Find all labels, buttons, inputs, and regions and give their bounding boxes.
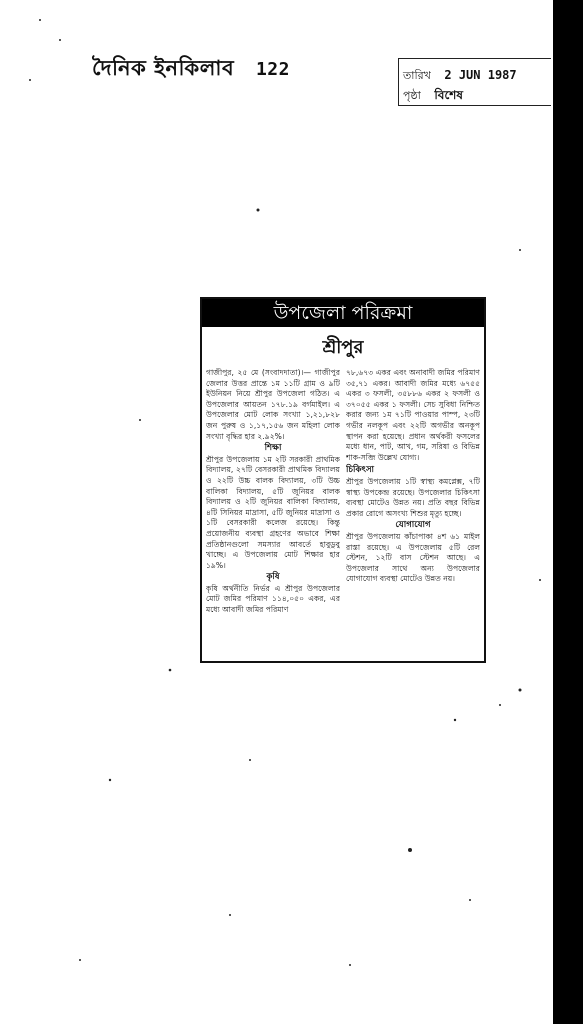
stamp-date-label: তারিখ xyxy=(403,69,431,82)
agriculture-continued-text: ৭৮,৬৭৩ একর এবং অনাবাদী জমির পরিমাণ ৩৫,৭১ একর। আবাদী জমির মধ্যে ৬৭৫৫ একর ৩ ফসলী, ৩৫৮৮৬ একর ২ ফসলী ও ৩৭০৫৫ একর ১ ফসলী। সেচ সুবিধা নিশ্চিত করার জন্য ১ম ৭১টি পাওয়ার পাম্প, ২৩টি গভীর নলকূপ এবং ২২টি অগভীর অনকূপ স্থাপন করা হয়েছে। প্রধান অর্থকরী ফসলের মধ্যে ধান, পাট, আখ, গম, সরিষা ও বিভিন্ন শাক-সব্জি উল্লেখ যোগ্য। xyxy=(346,368,480,462)
agriculture-text: কৃষি অর্থনীতি নির্ভর এ শ্রীপুর উপজেলার মোট জমির পরিমাণ ১১৪,০৫০ একর, এর মধ্যে আবাদী জমির পরিমাণ xyxy=(206,583,340,615)
subheading-education: শিক্ষা xyxy=(264,443,282,454)
subheading-transport: যোগাযোগ xyxy=(395,520,431,531)
education-text: শ্রীপুর উপজেলায় ১ম ২টি সরকারী প্রাথমিক বিদ্যালয়, ২৭টি বেসরকারী প্রাথমিক বিদ্যালয় ও ২২টি উচ্চ বালক বিদ্যালয়, ৩টি উচ্চ বালিকা বিদ্যালয়, ৫টি জুনিয়র বালক বিদ্যালয় ও ২টি জুনিয়র বালিকা বিদ্যালয়, ৪টি সিনিয়র মাদ্রাসা, ৫টি জুনিয়র মাদ্রাসা ও ১টি বেসরকারী কলেজ রয়েছে। কিন্তু প্রয়োজনীয় ব্যবস্থা গ্রহণের অভাবে শিক্ষা প্রতিষ্ঠানগুলো সমস্যার আবর্তে হাবুডুবু খাচ্ছে। এ উপজেলায় মোট শিক্ষার হার ১৯%। xyxy=(206,454,340,570)
stamp-page-value: বিশেষ xyxy=(434,88,463,102)
page-number: 122 xyxy=(255,59,290,80)
subheading-health: চিকিৎসা xyxy=(346,465,375,476)
subheading-agriculture: কৃষি xyxy=(266,572,280,583)
health-text: শ্রীপুর উপজেলায় ১টি স্বাস্থ্য কমপ্লেক্স, ৭টি স্বাস্থ্য উপকেন্দ্র রয়েছে। উপজেলার চিকিৎসা ব্যবস্থা মোটেও উন্নত নয়। প্রতি বছর বিভিন্ন প্রকার রোগে অসংখ্য শিশুর মৃত্যু হচ্ছে। xyxy=(346,476,480,518)
scan-edge-shadow xyxy=(553,0,583,1024)
newspaper-name: দৈনিক ইনকিলাব xyxy=(92,56,235,80)
article-intro: গাজীপুর, ২৫ মে (সংবাদদাতা)।— গাজীপুর জেলার উত্তর প্রান্তে ১ম ১১টি গ্রাম ও ৯টি ইউনিয়ন নিয়ে শ্রীপুর উপজেলা গঠিত। এ উপজেলার আয়তন ১৭৮.১৯ বর্গমাইল। এ উপজেলার মোট লোক সংখ্যা ১,২১,৮২৮ জন পুরুষ ও ১,১৭,১৫৬ জন মহিলা লোক সংখ্যা বৃদ্ধির হার ২.৯২%। xyxy=(206,368,340,441)
stamp-date-value: 2 JUN 1987 xyxy=(444,68,517,82)
stamp-page-label: পৃষ্ঠা xyxy=(403,89,421,102)
article-place-title: শ্রীপুর xyxy=(322,337,364,358)
article-banner: উপজেলা পরিক্রমা xyxy=(202,299,484,327)
transport-text: শ্রীপুর উপজেলায় কাঁচাপাকা ৪শ ৬১ মাইল রাস্তা রয়েছে। এ উপজেলায় ৫টি রেল স্টেশন, ১২টি বাস স্টেশন আছে। এ উপজেলার সাথে অন্য উপজেলার যোগাযোগ ব্যবস্থা মোটেও উন্নত নয়। xyxy=(346,531,480,584)
